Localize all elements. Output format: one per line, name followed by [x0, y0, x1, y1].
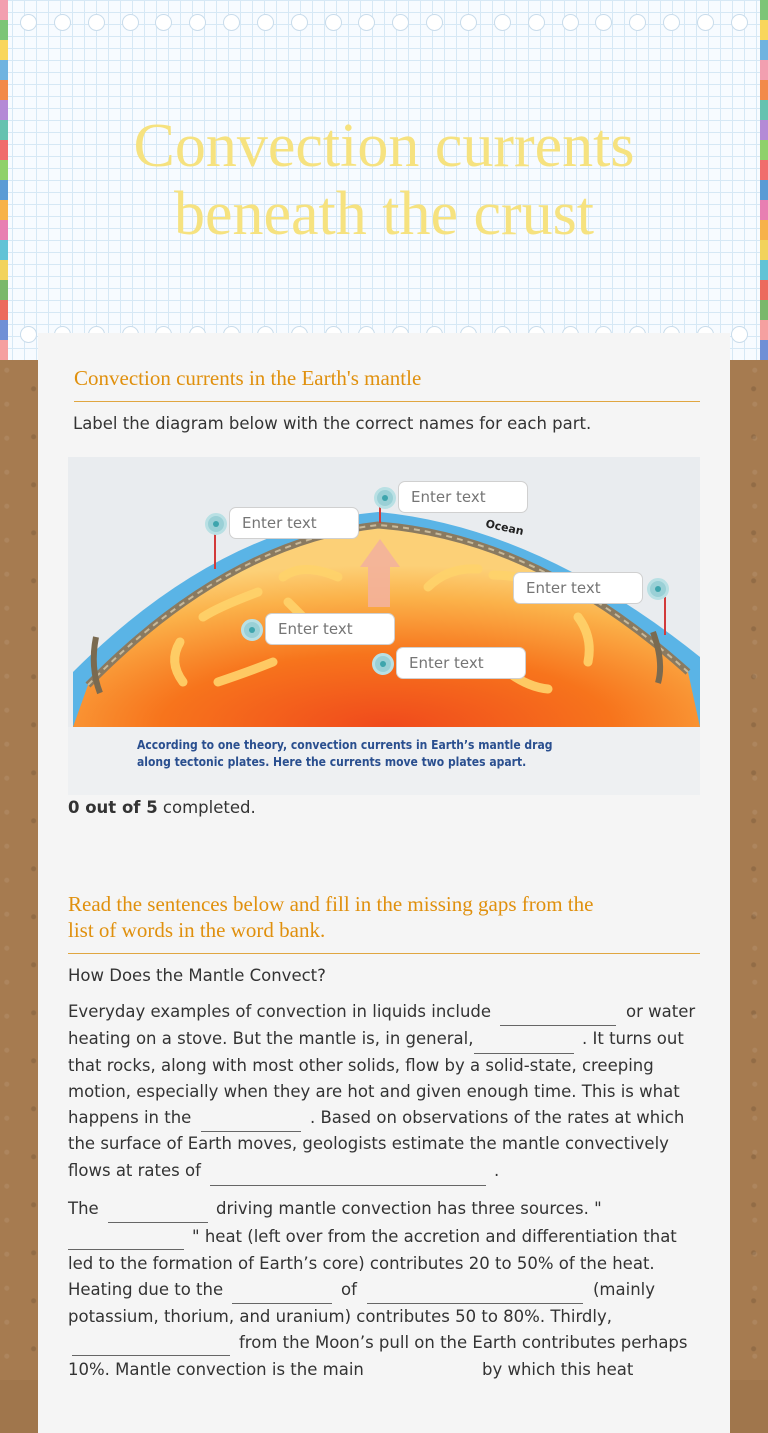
paragraph-text: Heating due to the — [68, 1280, 224, 1299]
paragraph-text: that rocks, along with most other solids, flow by a solid-state, creeping — [68, 1056, 654, 1075]
hotspot-marker[interactable] — [374, 487, 396, 509]
paragraph-text: The — [68, 1199, 99, 1218]
diagram-instruction: Label the diagram below with the correct names for each part. — [73, 414, 592, 433]
label-input-2[interactable] — [398, 481, 528, 513]
hotspot-marker[interactable] — [647, 578, 669, 600]
section-title-fill-gaps — [68, 891, 698, 943]
paragraph-text: . — [494, 1161, 500, 1180]
caption-line-1: According to one theory, convection currents in Earth’s mantle drag — [137, 738, 553, 752]
progress-suffix: completed. — [157, 798, 256, 817]
decorative-stripes-right — [760, 0, 768, 360]
hotspot-marker[interactable] — [372, 653, 394, 675]
paragraph-text: of — [341, 1280, 357, 1299]
paragraph-text: by which this heat — [482, 1360, 634, 1379]
paragraph-text: motion, especially when they are hot and given enough time. This is what — [68, 1082, 680, 1101]
paragraph-text: Everyday examples of convection in liquids include — [68, 1002, 492, 1021]
label-input-4[interactable] — [265, 613, 395, 645]
paragraph-text: the surface of Earth moves, geologists estimate the mantle convectively — [68, 1134, 669, 1153]
gap-input[interactable] — [72, 1354, 230, 1356]
paragraph-text: 10%. Mantle convection is the main — [68, 1360, 364, 1379]
page-title: Convection currents beneath the crust — [133, 112, 635, 248]
section-title-diagram: Convection currents in the Earth's mantle — [74, 366, 422, 390]
caption-line-2: along tectonic plates. Here the currents move two plates apart. — [137, 755, 527, 769]
decorative-stripes-left — [0, 0, 8, 360]
hotspot-marker[interactable] — [205, 513, 227, 535]
paragraph-text: led to the formation of Earth’s core) contributes 20 to 50% of the heat. — [68, 1254, 655, 1273]
gap-input[interactable] — [210, 1184, 486, 1186]
section-title-line-1: Read the sentences below and fill in the missing gaps from the — [68, 892, 594, 916]
paragraph-text: driving mantle convection has three sources. " — [216, 1199, 602, 1218]
section-divider — [68, 953, 700, 954]
paragraph-text: (mainly — [593, 1280, 656, 1299]
label-input-5[interactable] — [396, 647, 526, 679]
ocean-label: Ocean — [484, 517, 525, 538]
paragraph-text: or water — [626, 1002, 696, 1021]
section-title-line-2: list of words in the word bank. — [68, 918, 326, 942]
paragraph-text: . Based on observations of the rates at which — [310, 1108, 685, 1127]
paragraph-text: happens in the — [68, 1108, 192, 1127]
section-divider — [74, 401, 700, 402]
progress-status — [68, 795, 256, 821]
progress-count: 0 out of 5 — [68, 798, 158, 817]
paragraph-text: potassium, thorium, and uranium) contributes 50 to 80%. Thirdly, — [68, 1307, 613, 1326]
header-banner — [0, 0, 768, 360]
label-input-1[interactable] — [229, 507, 359, 539]
gap-input[interactable] — [108, 1221, 208, 1223]
paragraph-text: flows at rates of — [68, 1161, 201, 1180]
question-heading: How Does the Mantle Convect? — [68, 966, 326, 985]
paragraph-text: " heat (left over from the accretion and differentiation that — [192, 1227, 677, 1246]
diagram-caption — [137, 737, 557, 771]
hotspot-marker[interactable] — [241, 619, 263, 641]
gap-input[interactable] — [68, 1248, 184, 1250]
label-input-3[interactable] — [513, 572, 643, 604]
notebook-holes-top — [20, 14, 748, 31]
paragraph-text: . It turns out — [582, 1029, 684, 1048]
paragraph-text: from the Moon’s pull on the Earth contributes perhaps — [239, 1333, 688, 1352]
paragraph-text: heating on a stove. But the mantle is, in general, — [68, 1029, 474, 1048]
